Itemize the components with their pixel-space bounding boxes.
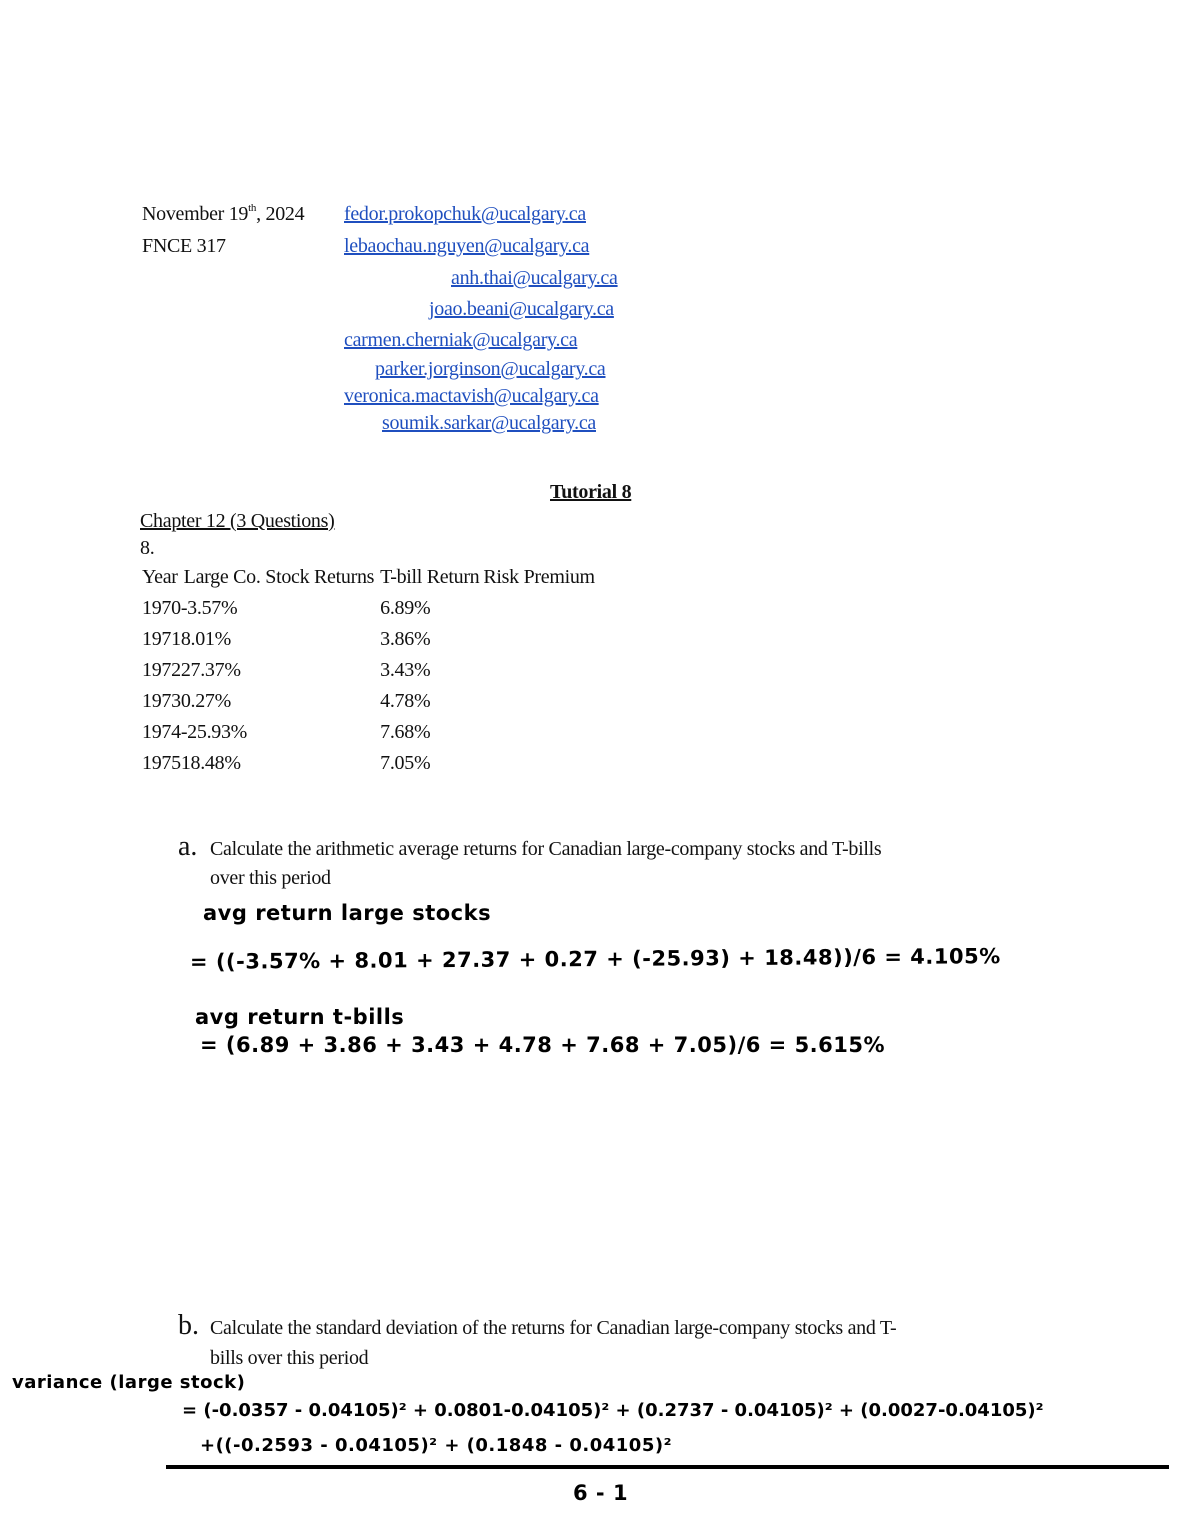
chapter-heading: Chapter 12 (3 Questions) bbox=[140, 510, 335, 532]
table-cell: 1971 bbox=[142, 628, 181, 650]
table-cell-year-return bbox=[142, 686, 380, 717]
part-b-question-line2: bills over this period bbox=[210, 1347, 369, 1369]
table-cell bbox=[483, 593, 594, 624]
table-header-cell: Large Co. Stock Returns bbox=[183, 566, 375, 588]
date-year: , 2024 bbox=[256, 203, 305, 225]
part-a-question-line2: over this period bbox=[210, 867, 331, 889]
handwriting-variance-line2: +((-0.2593 - 0.04105)² + (0.1848 - 0.04105)² bbox=[200, 1435, 672, 1456]
email-link-anh[interactable]: anh.thai@ucalgary.ca bbox=[451, 267, 618, 289]
part-b-question-line1: Calculate the standard deviation of the returns for Canadian large-company stocks and T- bbox=[210, 1317, 897, 1339]
table-row bbox=[142, 593, 595, 624]
email-link-fedor[interactable]: fedor.prokopchuk@ucalgary.ca bbox=[344, 203, 586, 225]
table-row bbox=[142, 686, 595, 717]
handwriting-variance-label: variance (large stock) bbox=[12, 1372, 246, 1393]
part-b-marker: b. bbox=[178, 1310, 199, 1341]
table-cell-year-return bbox=[142, 717, 380, 748]
part-a-marker: a. bbox=[178, 831, 198, 862]
table-cell: 3.86% bbox=[380, 628, 431, 650]
table-cell: 1970 bbox=[142, 597, 181, 619]
table-cell: 1975 bbox=[142, 752, 181, 774]
email-link-veronica[interactable]: veronica.mactavish@ucalgary.ca bbox=[344, 385, 599, 407]
table-cell: 18.48% bbox=[180, 752, 241, 774]
table-cell: 0.27% bbox=[180, 690, 231, 712]
table-row bbox=[142, 748, 595, 779]
table-cell bbox=[483, 717, 594, 748]
table-cell: 1972 bbox=[142, 659, 181, 681]
table-row bbox=[142, 624, 595, 655]
course-code: FNCE 317 bbox=[142, 235, 226, 257]
table-row bbox=[142, 717, 595, 748]
table-cell: 7.68% bbox=[380, 721, 431, 743]
table-cell: -3.57% bbox=[180, 597, 238, 619]
table-header-row bbox=[142, 562, 595, 593]
table-cell-year-return bbox=[142, 748, 380, 779]
table-row bbox=[142, 655, 595, 686]
email-link-soumik[interactable]: soumik.sarkar@ucalgary.ca bbox=[382, 412, 596, 434]
table-cell: 6.89% bbox=[380, 597, 431, 619]
email-link-joao[interactable]: joao.beani@ucalgary.ca bbox=[429, 298, 614, 320]
handwriting-avg-large-calc: = ((-3.57% + 8.01 + 27.37 + 0.27 + (-25.93) + 18.48))/6 = 4.105% bbox=[189, 944, 1001, 974]
table-header-cell: T-bill Return bbox=[380, 566, 480, 588]
table-cell: 8.01% bbox=[180, 628, 231, 650]
part-a-question-line1: Calculate the arithmetic average returns for Canadian large-company stocks and T-bills bbox=[210, 838, 882, 860]
question-number: 8. bbox=[140, 537, 155, 559]
table-cell-year-return bbox=[142, 593, 380, 624]
date-text: November 19 bbox=[142, 203, 249, 225]
handwriting-avg-large-label: avg return large stocks bbox=[203, 901, 492, 925]
table-cell bbox=[483, 655, 594, 686]
table-cell: 1973 bbox=[142, 690, 181, 712]
email-link-carmen[interactable]: carmen.cherniak@ucalgary.ca bbox=[344, 329, 578, 351]
table-cell bbox=[483, 686, 594, 717]
handwriting-avg-tbill-calc: = (6.89 + 3.86 + 3.43 + 4.78 + 7.68 + 7.05)/6 = 5.615% bbox=[200, 1033, 886, 1057]
tutorial-title: Tutorial 8 bbox=[550, 481, 632, 503]
handwriting-variance-line1: = (-0.0357 - 0.04105)² + 0.0801-0.04105)² + (0.2737 - 0.04105)² + (0.0027-0.04105)² bbox=[182, 1400, 1044, 1421]
table-cell bbox=[483, 748, 594, 779]
table-cell: 27.37% bbox=[180, 659, 241, 681]
date-line bbox=[142, 202, 304, 226]
table-cell bbox=[483, 624, 594, 655]
table-cell: 3.43% bbox=[380, 659, 431, 681]
table-cell-year-return bbox=[142, 655, 380, 686]
email-link-lebaochau[interactable]: lebaochau.nguyen@ucalgary.ca bbox=[344, 235, 590, 257]
table-cell: 7.05% bbox=[380, 752, 431, 774]
table-cell-year-return bbox=[142, 624, 380, 655]
table-header-cell: Year bbox=[142, 566, 178, 588]
handwriting-avg-tbill-label: avg return t-bills bbox=[195, 1005, 405, 1029]
email-link-parker[interactable]: parker.jorginson@ucalgary.ca bbox=[375, 358, 606, 380]
table-cell: 1974 bbox=[142, 721, 181, 743]
handwriting-denominator: 6 - 1 bbox=[573, 1481, 629, 1505]
table-cell: 4.78% bbox=[380, 690, 431, 712]
date-ordinal: th bbox=[248, 202, 257, 214]
table-header-cell: Risk Premium bbox=[483, 566, 595, 588]
table-cell: -25.93% bbox=[180, 721, 248, 743]
fraction-bar bbox=[166, 1465, 1169, 1469]
returns-table bbox=[142, 562, 595, 779]
